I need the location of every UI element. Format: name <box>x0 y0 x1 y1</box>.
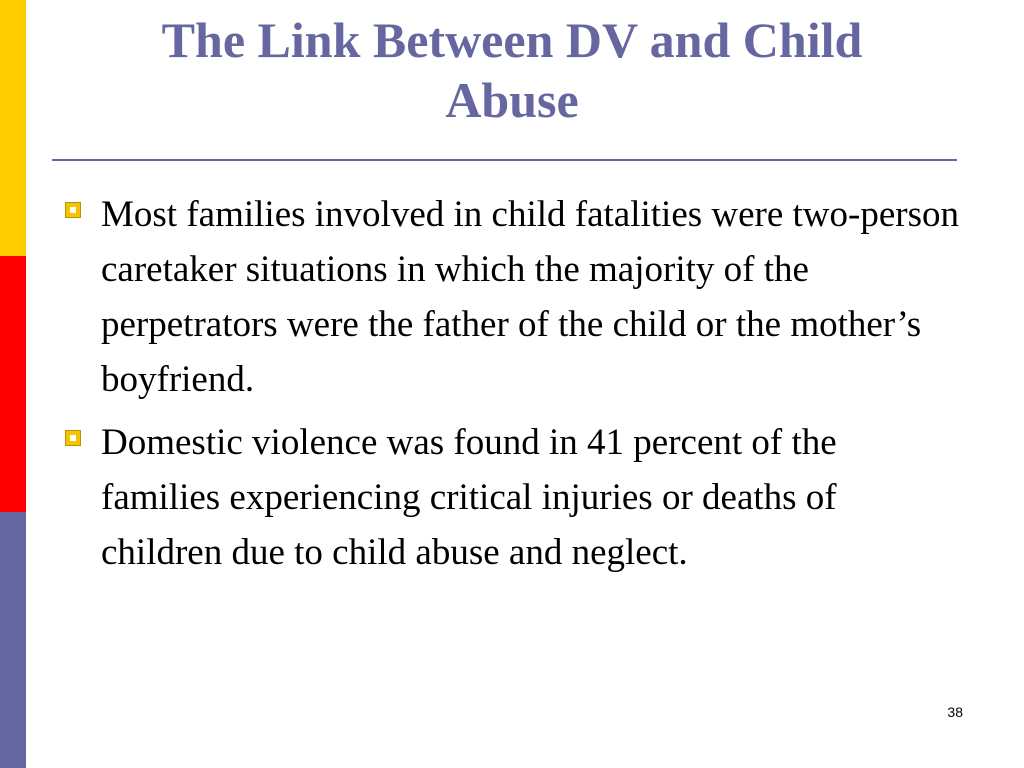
square-bullet-icon <box>66 203 80 217</box>
side-bar-red-segment <box>0 256 26 512</box>
bullet-text: Domestic violence was found in 41 percent of the families experiencing critical injuries or deaths of children due to child abuse and neglect. <box>101 422 837 573</box>
side-bar-blue-segment <box>0 512 26 768</box>
bullet-item <box>60 187 960 407</box>
side-color-bar <box>0 0 26 768</box>
slide-title-line-1: The Link Between DV and Child <box>161 12 863 68</box>
slide-title <box>60 10 964 130</box>
slide-title-line-2: Abuse <box>445 72 579 128</box>
title-underline-rule <box>52 159 957 161</box>
bullet-list <box>60 187 960 588</box>
bullet-text: Most families involved in child fatalities were two-person caretaker situations in which the majority of the perpetrators were the father of the child or the mother’s boyfriend. <box>101 194 959 400</box>
side-bar-yellow-segment <box>0 0 26 256</box>
square-bullet-icon <box>66 431 80 445</box>
bullet-item <box>60 415 960 580</box>
page-number: 38 <box>947 704 963 720</box>
